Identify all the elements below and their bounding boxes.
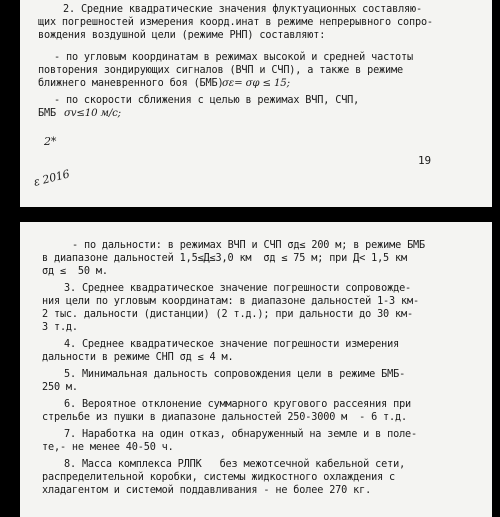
text-line: те,- не менее 40-50 ч.	[42, 442, 174, 453]
text-line: 6. Вероятное отклонение суммарного кругового рассеяния при	[64, 399, 412, 410]
document-page-2	[20, 222, 492, 517]
text-line: 4. Среднее квадратическое значение погрешности измерения	[64, 339, 400, 350]
text-line: 2. Средние квадратические значения флуктуационных составляю-	[63, 4, 423, 15]
text-line: 5. Минимальная дальность сопровождения цели в режиме БМБ-	[64, 369, 406, 380]
text-line: ния цели по угловым координатам: в диапазоне дальностей 1-3 км-	[42, 296, 419, 307]
text-line: - по скорости сближения с целью в режимах ВЧП, СЧП,	[54, 95, 360, 106]
text-line: 3. Среднее квадратическое значение погрешности сопровожде-	[64, 283, 412, 294]
text-line: 8. Масса комплекса РЛПК без межотсечной кабельной сети,	[64, 459, 406, 470]
handwritten-stamp: ε 2016	[32, 167, 71, 189]
text-line: - по угловым координатам в режимах высокой и средней частоты	[54, 52, 414, 63]
page-number: 19	[418, 154, 431, 167]
text-line: вождения воздушной цели (режиме РНП) составляют:	[38, 30, 326, 41]
text-line: повторения зондирующих сигналов (ВЧП и СЧП), а также в режиме	[38, 65, 403, 76]
formula-angular-error: σε= σφ ≤ 15;	[222, 78, 290, 89]
text-line: дальности в режиме СНП σд ≤ 4 м.	[42, 352, 234, 363]
text-line: стрельбе из пушки в диапазоне дальностей 250-3000 м - 6 т.д.	[42, 412, 407, 423]
formula-speed-error: σv≤10 м/с;	[64, 108, 121, 119]
handwritten-note: 2*	[44, 135, 57, 148]
text-line: распределительной коробки, системы жидкостного охлаждения с	[42, 472, 396, 483]
text-line: σд ≤ 50 м.	[42, 266, 108, 277]
text-line: - по дальности: в режимах ВЧП и СЧП σд≤ 200 м; в режиме БМБ	[72, 240, 426, 251]
text-line: хладагентом и системой поддавливания - не более 270 кг.	[42, 485, 372, 496]
text-line: БМБ	[38, 108, 56, 119]
text-line: щих погрешностей измерения коорд.инат в режиме непрерывного сопро-	[38, 17, 433, 28]
text-line: 2 тыс. дальности (дистанции) (2 т.д.); при дальности до 30 км-	[42, 309, 413, 320]
text-line: ближнего маневренного боя (БМБ)	[38, 78, 224, 89]
document-page-1	[20, 0, 492, 207]
text-line: 250 м.	[42, 382, 78, 393]
text-line: 7. Наработка на один отказ, обнаруженный на земле и в полe-	[64, 429, 418, 440]
text-line: в диапазоне дальностей 1,5≤Д≤3,0 км σд ≤ 75 м; при Д< 1,5 км	[42, 253, 407, 264]
text-line: 3 т.д.	[42, 322, 78, 333]
